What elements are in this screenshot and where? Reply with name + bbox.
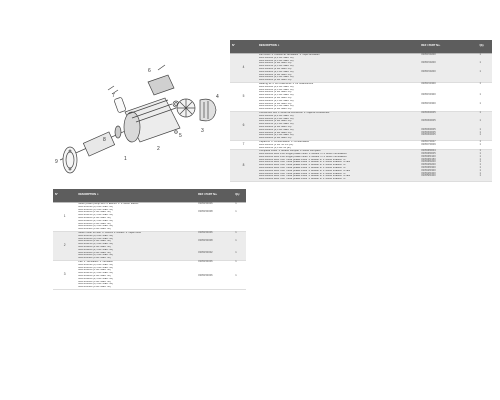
item-ref-code-line: 0305080100 <box>421 154 436 158</box>
item-ref-code-line: 0305080150 <box>421 157 436 161</box>
item-quantity-line <box>479 101 490 108</box>
item-ref-code-line: 0305150200 <box>421 61 436 65</box>
item-quantity-line: 1 <box>479 110 481 114</box>
item-description-line: HDP300100 MAP 3S0 Three phase motor ✦ Moteur tri ✦ Motor trifásico 73 <box>259 158 346 161</box>
item-quantity <box>477 82 492 111</box>
item-ref-code <box>196 260 233 289</box>
item-quantity-line: 1 <box>479 130 481 134</box>
column-header-qty: Qty <box>233 189 246 203</box>
item-description-line: HDP400200 (2,5 HP MEC 56) <box>259 70 294 73</box>
item-ref-code-line: 0305480400 <box>421 171 436 175</box>
callout-4: 4 <box>216 94 219 100</box>
item-quantity-line: 1 <box>479 168 481 172</box>
item-description-line: HDP400400 (4 HP MEC 56) <box>259 79 292 82</box>
item-description-line: HDP300150 (1,5 HP MEC 56) <box>259 94 294 97</box>
item-quantity-line <box>235 283 244 286</box>
item-description-line: HDP300150 (1,5 HP MEC 56) <box>259 65 294 68</box>
item-description-line: HDP300050 (0,5 HP MEC 56) <box>259 59 294 62</box>
item-description <box>257 54 419 83</box>
item-description-line: HDP400400 (4 HP MEC 56) <box>78 257 111 260</box>
item-quantity <box>477 111 492 140</box>
item-description-line: HDP300050 (0,5 HP MEC 56) <box>78 237 113 240</box>
item-description-line: HDP400300 (3,5 HP MEC 56) <box>78 254 113 257</box>
item-ref-code <box>196 203 233 232</box>
connection-box <box>148 65 174 95</box>
item-ref-code-line: 0305480300 <box>421 168 436 172</box>
item-description-line: HDP300100 (1 HP MEC 56) <box>259 62 292 65</box>
item-description-line: HDP300030 (0,3 HP MEC 56) <box>78 205 113 208</box>
item-description-line: HDP400200 (2,5 HP MEC 56) <box>78 277 113 280</box>
item-quantity-line: 1 <box>235 230 237 234</box>
item-description-line: Capacitor ✦ Condensateur ✦ Condensador <box>259 140 310 143</box>
fan <box>177 99 195 117</box>
table-row <box>53 231 246 260</box>
item-description-line: HDP300050 (0,5 HP MEC 56) <box>78 266 113 269</box>
callout-2: 2 <box>157 146 160 152</box>
callout-9: 9 <box>55 159 58 165</box>
item-ref-code-line <box>198 283 231 286</box>
item-ref-code-line: 0305060005 <box>421 127 436 131</box>
item-ref-code-line: 0305070007 <box>421 139 436 143</box>
item-description-line: HDP300300 (3 HP MEC 56) <box>259 73 292 76</box>
column-header-ref: REF / PART No. <box>419 40 477 54</box>
item-description-line: HDP300100 (1 HP MEC 56) <box>78 240 111 243</box>
table-row <box>53 260 246 289</box>
item-quantity-line: 1 <box>479 127 481 131</box>
item-description-line: HDP400200 (2,5 HP MEC 56) <box>259 99 294 102</box>
item-quantity-line: 1 <box>235 250 237 254</box>
column-header-ref: REF / PART No. <box>196 189 233 203</box>
item-ref-code-line: 0305150008 <box>198 210 213 214</box>
parts-table-right <box>230 40 492 182</box>
item-quantity-line: 1 <box>235 239 237 243</box>
item-description-line: HDP300200 (2 HP MEC 56) <box>259 125 292 128</box>
item-ref-code-line: 0305060005 <box>421 119 436 123</box>
item-description-line: HDP300030 (0,3 HP MEC 56) <box>78 263 113 266</box>
table-row <box>230 82 492 111</box>
table-header-row <box>230 40 492 54</box>
column-header-number: N° <box>53 189 76 203</box>
item-ref-code-line: 0305150006 <box>198 273 213 277</box>
item-description-line: HDP300050 (0,5 HP MEC 56) <box>259 117 294 120</box>
item-ref-code-line: 0305150008 <box>198 239 213 243</box>
item-description-line: HDP300150 (1,5 HP MEC 56) <box>78 272 113 275</box>
item-description-line: HDP300150 (1,5 HP 60 µF) <box>259 146 291 149</box>
item-ref-code-line: 0305150006 <box>198 202 213 205</box>
item-ref-code <box>419 111 477 140</box>
item-ref-code-line: 0305060005 <box>421 133 436 137</box>
item-description-line: HDP300100 (1 HP 50 mF µF) <box>259 143 294 146</box>
item-description-line: HDP300100 (1 HP MEC 56) <box>259 120 292 123</box>
item-number: 2 <box>53 231 76 260</box>
item-description-line: HDP300100 (1 HP MEC 56) <box>78 269 111 272</box>
item-description-line: HDP400200 (2,5 HP MEC 56) <box>78 248 113 251</box>
item-quantity-line: 1 <box>479 69 481 73</box>
motor-flange <box>63 147 77 173</box>
item-description-line: HDP300200 (2 HP MEC 56) <box>78 245 111 248</box>
item-description-line: HDP300050 MAP 2S0 Single phase motor ✦ Moteur m ✦ Motor monofásico <box>259 155 347 158</box>
item-description-line: HDP400300 (3,5 HP MEC 56) <box>259 105 294 108</box>
item-ref-code-line: 0305150300 <box>421 93 436 97</box>
item-quantity-line: 1 <box>479 133 481 137</box>
item-description-line: HDP300200 MAP 3S0 Three phase motor ✦ Moteur tri ✦ Motor trifásico 73 <box>259 164 346 167</box>
item-quantity <box>233 260 246 289</box>
item-quantity-line: 1 <box>479 149 481 153</box>
item-description-line: HDP300100 (1 HP MEC 56) <box>78 211 111 214</box>
item-description <box>257 82 419 111</box>
item-ref-code-line: 0305150002 <box>198 250 213 254</box>
item-description-line: HDP300300 (3 HP MEC 56) <box>78 251 111 254</box>
item-description-line: HDP300150 (1,5 HP MEC 56) <box>259 123 294 126</box>
item-ref-code-line: 0305080004 <box>421 149 436 153</box>
item-description-line: HDP300200 (2 HP MEC 56) <box>78 216 111 219</box>
item-description-line: Connection box ✦ Boîte de connexion ✦ Caja de conexiones <box>259 111 330 114</box>
callout-5: 5 <box>179 133 182 139</box>
item-ref-code-line: 0305080200 <box>421 160 436 164</box>
item-quantity-line: 1 <box>479 93 481 97</box>
item-description-line: HDP300030 (0,3 HP MEC 56) <box>259 85 294 88</box>
item-number: 4 <box>230 54 257 83</box>
item-quantity-line: 1 <box>479 163 481 167</box>
item-description-line: HDP400400 (4 HP MEC 56) <box>259 108 292 111</box>
item-description-line: HDP300150 MAP 3S0 Three phase motor ✦ Moteur tri ✦ Motor trifásico 73 IE3 <box>259 161 351 164</box>
item-description <box>76 231 196 260</box>
item-quantity-line: 1 <box>479 119 481 123</box>
item-description-line: HDP400400 (4 HP MEC 56) <box>78 286 111 289</box>
item-description-line: HDP300030 (0,3 HP MEC 56) <box>259 114 294 117</box>
item-quantity <box>477 150 492 182</box>
table-body <box>230 54 492 182</box>
item-quantity-line: 1 <box>479 61 481 65</box>
item-ref-code-line: 0305480200 <box>421 163 436 167</box>
item-ref-code-line: 0305150006 <box>198 259 213 263</box>
item-description <box>257 111 419 140</box>
item-quantity-line: 1 <box>479 166 481 170</box>
item-number: 5 <box>230 82 257 111</box>
table-row <box>230 111 492 140</box>
item-ref-code-line: 0305060005 <box>421 130 436 134</box>
item-description-line: HDP300300 (3 HP MEC 56) <box>78 222 111 225</box>
item-ref-code <box>419 150 477 182</box>
item-quantity-line: 1 <box>235 259 237 263</box>
item-quantity <box>233 231 246 260</box>
item-description-line: HDP400300 (3,5 HP MEC 56) <box>259 134 294 137</box>
item-quantity-line <box>235 223 244 226</box>
item-description-line: HDP300050 (0,5 HP MEC 56) <box>78 208 113 211</box>
table-body <box>53 203 246 290</box>
callout-1: 1 <box>124 156 127 162</box>
motor-housing <box>124 98 180 142</box>
table-row <box>53 203 246 232</box>
item-ref-code <box>196 231 233 260</box>
item-quantity-line: 1 <box>479 53 481 56</box>
item-description-line: HDP300030 MAP 2S0 Single phase motor ✦ Moteur m ✦ Motor monofásico <box>259 153 347 156</box>
item-description-line: HDP400400 (4 HP MEC 56) <box>78 228 111 231</box>
item-description-line: HDP300200 (2 HP MEC 56) <box>259 67 292 70</box>
item-quantity-line: 1 <box>479 174 481 178</box>
item-description-line: HDP300300 MAP 3S0 Three phase motor ✦ Moteur tri ✦ Motor trifásico 73 IE3 <box>259 169 351 172</box>
item-quantity-line: 1 <box>235 210 237 214</box>
item-quantity-line: 1 <box>479 154 481 158</box>
item-number: 1 <box>53 203 76 232</box>
item-description-line: HDP400300 MAP 3S0 Three phase motor ✦ Moteur tri ✦ Motor trifásico 73 <box>259 172 346 175</box>
item-ref-code-line <box>421 76 475 79</box>
item-description-line: HDP300300 (3 HP MEC 56) <box>78 280 111 283</box>
callout-7: 7 <box>112 93 115 99</box>
item-description-line: HDP400200 (2,5 HP MEC 56) <box>259 128 294 131</box>
item-description <box>76 203 196 232</box>
item-description-line: HDP400200 MAP 3S0 Three phase motor ✦ Moteur tri ✦ Motor trifásico 73 <box>259 167 346 170</box>
item-ref-code-line: 0305150200 <box>421 69 436 73</box>
item-ref-code-line: 0305060005 <box>421 110 436 114</box>
item-number: 7 <box>230 140 257 149</box>
item-description-line: HDP300300 (3 HP MEC 56) <box>259 131 292 134</box>
item-quantity-line <box>479 76 490 79</box>
item-number: 8 <box>230 150 257 182</box>
item-quantity-line: 1 <box>479 101 481 105</box>
item-quantity-line: 1 <box>479 81 481 85</box>
item-description-line: HDP300200 (2 HP MEC 56) <box>78 274 111 277</box>
item-description-line: HDP400300 (3,5 HP MEC 56) <box>78 283 113 286</box>
item-description <box>257 140 419 149</box>
item-description-line: HDP300200 (2 HP MEC 56) <box>259 96 292 99</box>
item-number: 6 <box>230 111 257 140</box>
item-quantity <box>477 54 492 83</box>
item-description <box>257 150 419 182</box>
item-quantity-line: 1 <box>479 171 481 175</box>
item-quantity-line: 1 <box>479 160 481 164</box>
item-ref-code-line: 0305150006 <box>198 230 213 234</box>
item-ref-code-line: 0305580400 <box>421 174 436 178</box>
item-ref-code-line: 0305150300 <box>421 101 436 105</box>
callout-6: 6 <box>148 68 151 74</box>
capacitor <box>114 97 126 113</box>
item-number: 3 <box>53 260 76 289</box>
item-description-line: Motor power pump with ✦ Electro ✦ ✦ Motor elettric <box>78 203 139 205</box>
item-description-line: Fan cover ✦ Couvercle ventilateur ✦ Tapa ventilador <box>259 54 320 56</box>
item-ref-code <box>419 82 477 111</box>
item-quantity-line: 1 <box>479 157 481 161</box>
item-description-line: Motor cover for with ✦ Covers ✦ Moteur ✦ Tapa motor <box>78 231 142 234</box>
item-description-line: HDP400400 (4 HP MEC 56) <box>259 137 292 140</box>
item-description-line: HDP400400 MAP 3S0 Three phase motor ✦ Moteur tri ✦ Motor trifásico 73 IE3 <box>259 175 351 178</box>
item-description-line: HDP300050 (0,5 HP MEC 56) <box>259 88 294 91</box>
item-description-line: Complete motor ✦ Moteur complet ✦ Motor completo <box>259 150 321 153</box>
item-description-line: HDP300150 (1,5 HP MEC 56) <box>78 243 113 246</box>
item-description <box>76 260 196 289</box>
item-ref-code-line: 0305080300 <box>421 166 436 170</box>
item-quantity-line: 1 <box>235 202 237 205</box>
item-description-line: HDP300030 (0,3 HP MEC 56) <box>78 234 113 237</box>
callout-8: 8 <box>103 137 106 143</box>
item-ref-code-line: 0305080005 <box>421 152 436 156</box>
column-header-description: DESCRIPTION ✦ <box>76 189 196 203</box>
item-description-line: HDP300300 (3 HP MEC 56) <box>259 102 292 105</box>
fan-cover <box>200 99 216 121</box>
item-description-line: HDP400300 (3,5 HP MEC 56) <box>259 76 294 79</box>
parts-table-left <box>53 189 246 290</box>
item-description-line: HDP300100 (1 HP MEC 56) <box>259 91 292 94</box>
item-quantity <box>233 203 246 232</box>
item-description-line: HDP300150 (1,5 HP MEC 56) <box>78 214 113 217</box>
item-description-line: HDP400200 (2,5 HP MEC 56) <box>78 219 113 222</box>
item-ref-code-line: 0305150200 <box>421 53 436 56</box>
table-header-row <box>53 189 246 203</box>
item-ref-code-line <box>198 223 231 226</box>
exploded-motor-diagram <box>0 0 230 190</box>
item-description-line: Bearing kit ✦ Kit roulements ✦ Kit rodamientos <box>259 82 314 85</box>
callout-3: 3 <box>201 128 204 134</box>
item-description-line: Fan ✦ Ventilateur ✦ Ventilator <box>78 260 114 263</box>
item-description-line: HDP500400 MAP 3S0 Three phase motor ✦ Moteur tri ✦ Motor trifásico 73 <box>259 178 346 181</box>
column-header-number: N° <box>230 40 257 54</box>
column-header-description: DESCRIPTION ✦ <box>257 40 419 54</box>
table-row <box>230 54 492 83</box>
item-quantity-line: 1 <box>479 152 481 156</box>
table-row <box>230 150 492 182</box>
item-quantity-line: 1 <box>235 273 237 277</box>
table-row <box>230 140 492 149</box>
item-ref-code-line: 0305070009 <box>421 142 436 146</box>
column-header-qty: Qty <box>477 40 492 54</box>
item-description-line: HDP300030 (0,3 HP MEC 56) <box>259 56 294 59</box>
item-quantity-line: 1 <box>479 142 481 146</box>
item-quantity-line: 1 <box>479 139 481 143</box>
item-ref-code-line: 0305150300 <box>421 81 436 85</box>
item-description-line: HDP400300 (3,5 HP MEC 56) <box>78 225 113 228</box>
item-ref-code <box>419 54 477 83</box>
